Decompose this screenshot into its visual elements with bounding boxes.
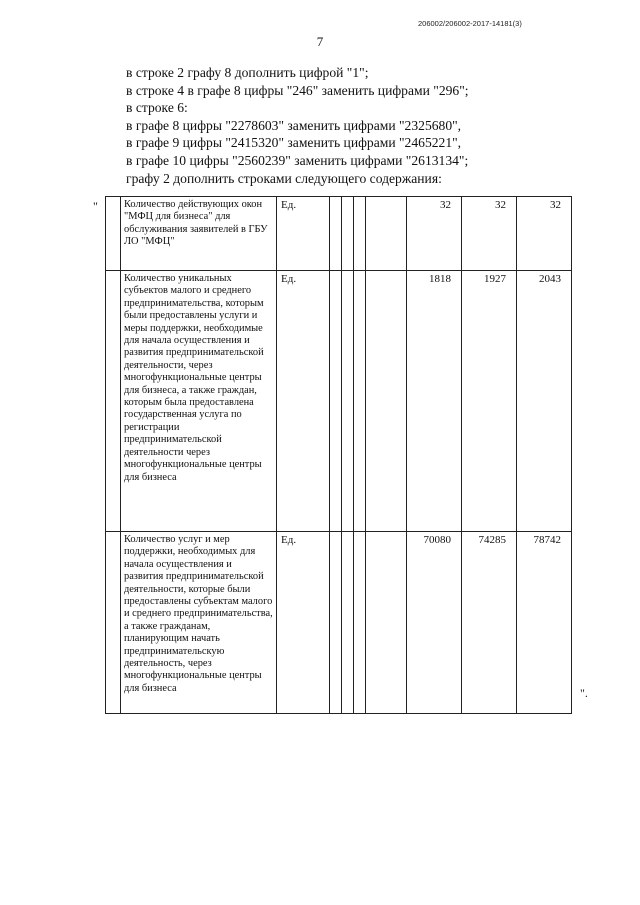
value-cell: 1818 — [407, 271, 462, 532]
row-number-cell — [106, 532, 121, 714]
row-number-cell — [106, 197, 121, 271]
page-number: 7 — [316, 34, 324, 49]
table-row — [106, 271, 572, 532]
empty-cell — [354, 197, 366, 271]
amendment-line: в строке 2 графу 8 дополнить цифрой "1"; — [126, 65, 369, 80]
empty-cell — [342, 532, 354, 714]
indicator-cell: Количество уникальных субъектов малого и среднего предпринимательства, которым были предоставлены услуги и меры поддержки, необходимые для начала осуществления и развития предпринимательской деятельности, через многофункциональные центры для бизнеса, а также граждан, которым была предоставлена государственная услуга по регистрации предпринимательской деятельности через многофункциональные центры для бизнеса — [121, 271, 277, 532]
value-cell: 1927 — [462, 271, 517, 532]
value-cell: 78742 — [517, 532, 572, 714]
empty-cell — [330, 197, 342, 271]
amendment-line: в графе 9 цифры "2415320" заменить цифрами "2465221", — [126, 135, 462, 151]
amendment-line: в графе 10 цифры "2560239" заменить цифрами "2613134"; — [126, 152, 469, 168]
row-number-cell — [106, 271, 121, 532]
indicators-table-wrapper — [105, 196, 572, 714]
empty-cell — [342, 197, 354, 271]
empty-cell — [354, 271, 366, 532]
opening-quote: " — [93, 199, 98, 213]
unit-cell: Ед. — [277, 197, 330, 271]
amendment-line: в графе 8 цифры "2278603" заменить цифрами "2325680", — [126, 117, 462, 133]
value-cell: 70080 — [407, 532, 462, 714]
unit-cell: Ед. — [277, 532, 330, 714]
empty-cell — [354, 532, 366, 714]
indicator-cell: Количество услуг и мер поддержки, необходимых для начала осуществления и развития предпринимательской деятельности, которые были предоставлены субъектам малого и среднего предпринимательства, а также гражданам, планирующим начать предпринимательскую деятельность, через многофункциональные центры для бизнеса — [121, 532, 277, 714]
empty-cell — [330, 532, 342, 714]
indicator-cell: Количество действующих окон "МФЦ для бизнеса" для обслуживания заявителей в ГБУ ЛО "МФЦ" — [121, 197, 277, 271]
table-row — [106, 532, 572, 714]
empty-cell — [330, 271, 342, 532]
indicators-table — [105, 196, 572, 714]
value-cell: 2043 — [517, 271, 572, 532]
value-cell: 32 — [517, 197, 572, 271]
value-cell: 74285 — [462, 532, 517, 714]
amendment-line: в строке 6: — [126, 100, 188, 116]
table-row — [106, 197, 572, 271]
unit-cell: Ед. — [277, 271, 330, 532]
amendment-line: в строке 4 в графе 8 цифры "246" заменить цифрами "296"; — [126, 82, 469, 98]
empty-cell — [366, 271, 407, 532]
document-id: 206002/206002-2017-14181(3) — [418, 19, 522, 28]
value-cell: 32 — [407, 197, 462, 271]
value-cell: 32 — [462, 197, 517, 271]
closing-quote: ". — [580, 686, 588, 700]
empty-cell — [366, 532, 407, 714]
empty-cell — [342, 271, 354, 532]
empty-cell — [366, 197, 407, 271]
amendment-line: графу 2 дополнить строками следующего содержания: — [126, 170, 442, 186]
amendment-text — [126, 64, 566, 187]
